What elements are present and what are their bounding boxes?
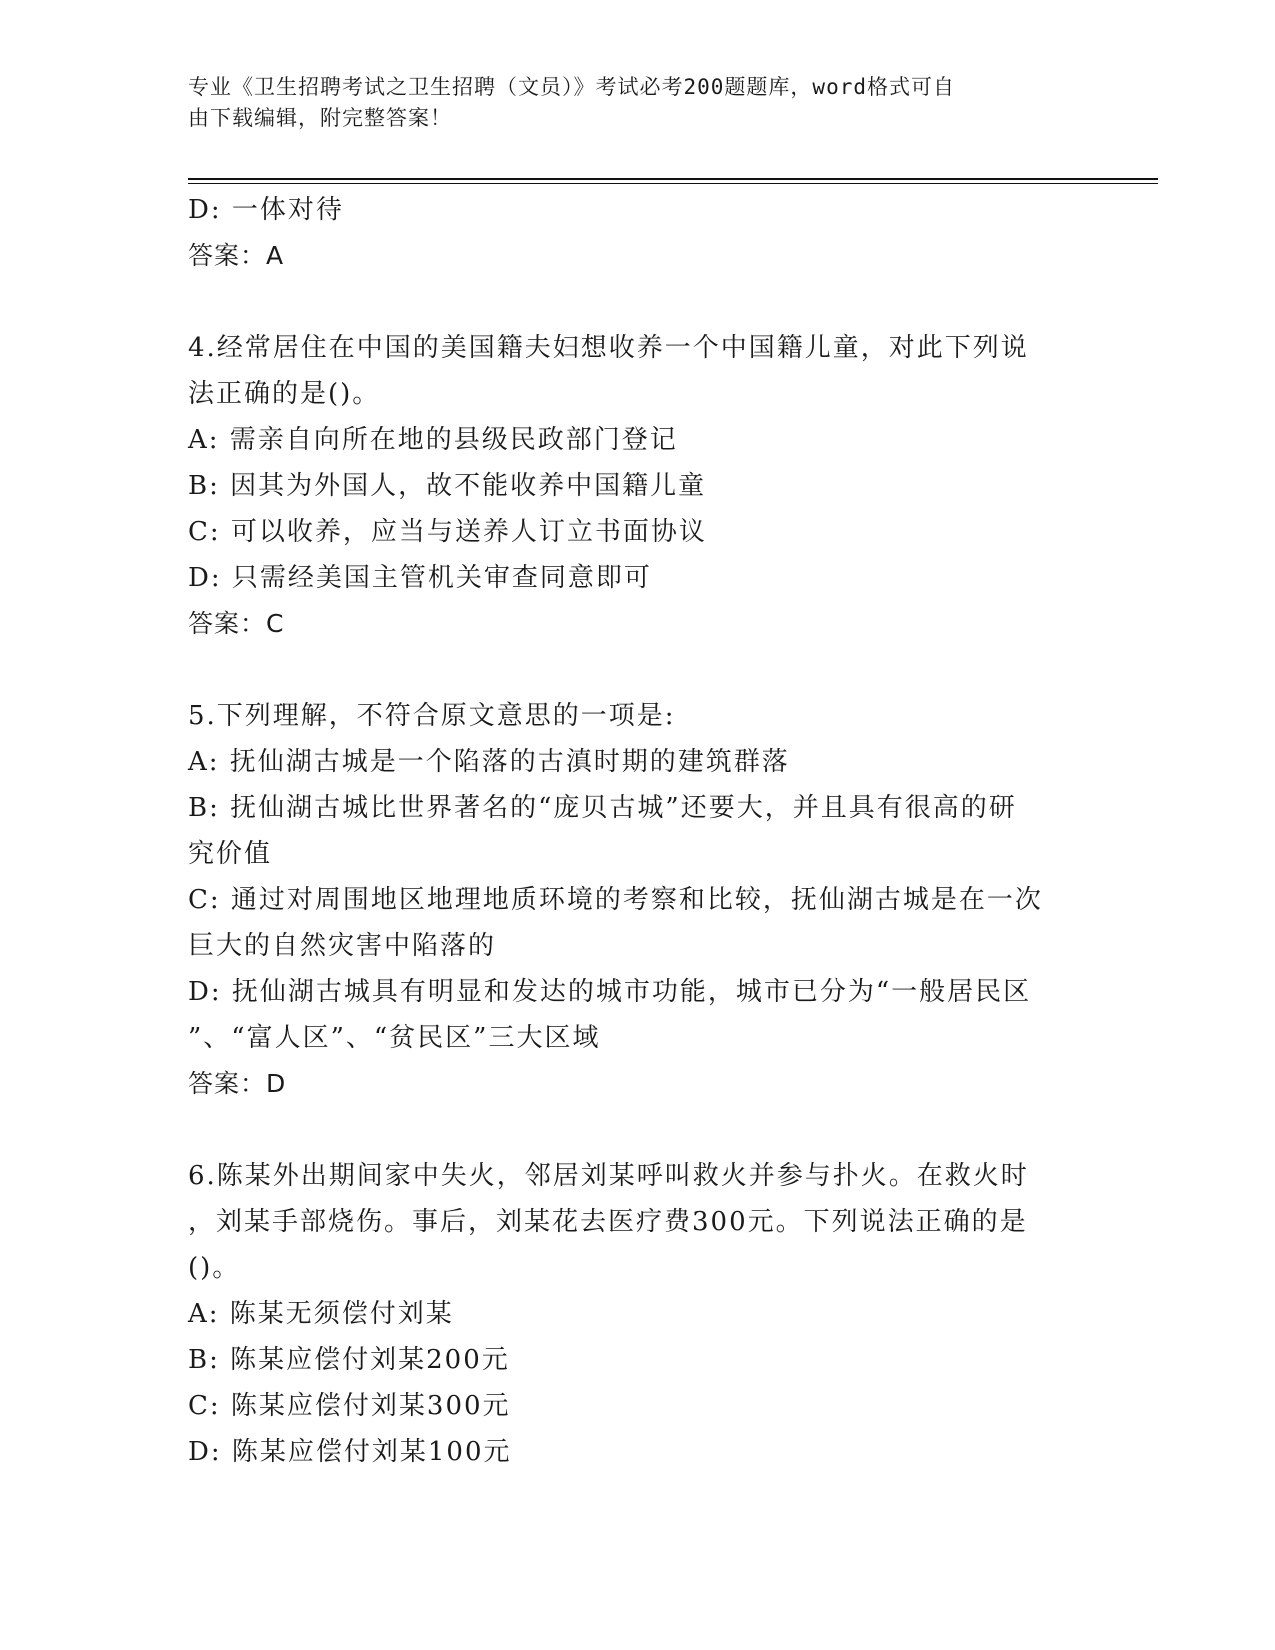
question-list: [188, 187, 1088, 1475]
header-line-1: 专业《卫生招聘考试之卫生招聘（文员）》考试必考200题题库，word格式可自: [188, 75, 955, 99]
header-divider-thin: [188, 183, 1158, 184]
option-d: D: 只需经美国主管机关审查同意即可: [188, 563, 652, 593]
option-d: D: 陈某应偿付刘某100元: [188, 1437, 512, 1467]
option-b: B: 因其为外国人，故不能收养中国籍儿童: [188, 471, 707, 501]
answer: 答案：C: [188, 609, 285, 638]
header-divider-thick: [188, 178, 1158, 180]
option-b: B: 抚仙湖古城比世界著名的“庞贝古城”还要大，并且具有很高的研: [188, 793, 1017, 823]
question-stem: 5.下列理解，不符合原文意思的一项是:: [188, 701, 676, 731]
option-c: C: 陈某应偿付刘某300元: [188, 1391, 511, 1421]
option-d: D: 一体对待: [188, 195, 344, 225]
option-c: C: 通过对周围地区地理地质环境的考察和比较，抚仙湖古城是在一次: [188, 885, 1043, 915]
answer: 答案：A: [188, 241, 285, 270]
question-3: [188, 187, 1088, 279]
question-5: [188, 693, 1088, 1107]
option-c-continued: 巨大的自然灾害中陷落的: [188, 931, 497, 961]
option-b-continued: 究价值: [188, 839, 273, 869]
document-header: [188, 72, 1068, 134]
option-b: B: 陈某应偿付刘某200元: [188, 1345, 510, 1375]
question-stem-line: 法正确的是()。: [188, 379, 381, 409]
question-stem-line: ()。: [188, 1253, 241, 1283]
header-line-2: 由下载编辑，附完整答案！: [188, 106, 452, 130]
question-4: [188, 325, 1088, 647]
option-d: D: 抚仙湖古城具有明显和发达的城市功能，城市已分为“一般居民区: [188, 977, 1032, 1007]
option-c: C: 可以收养，应当与送养人订立书面协议: [188, 517, 707, 547]
answer: 答案：D: [188, 1069, 287, 1098]
option-a: A: 需亲自向所在地的县级民政部门登记: [188, 425, 678, 455]
question-stem-line: 6.陈某外出期间家中失火，邻居刘某呼叫救火并参与扑火。在救火时: [188, 1161, 1029, 1191]
question-6: [188, 1153, 1088, 1475]
question-stem-line: ，刘某手部烧伤。事后，刘某花去医疗费300元。下列说法正确的是: [188, 1207, 1028, 1237]
question-stem-line: 4.经常居住在中国的美国籍夫妇想收养一个中国籍儿童，对此下列说: [188, 333, 1029, 363]
option-d-continued: ”、“富人区”、“贫民区”三大区域: [188, 1023, 601, 1053]
option-a: A: 抚仙湖古城是一个陷落的古滇时期的建筑群落: [188, 747, 790, 777]
option-a: A: 陈某无须偿付刘某: [188, 1299, 454, 1329]
